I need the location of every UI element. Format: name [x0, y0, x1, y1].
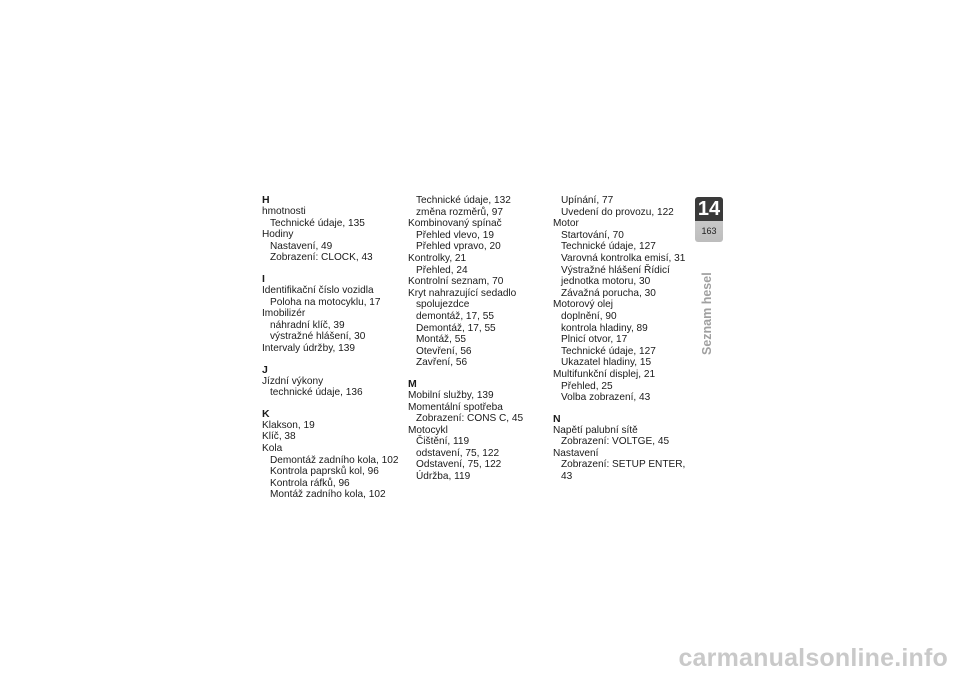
index-subentry: náhradní klíč, 39	[270, 319, 345, 331]
index-subentry: Varovná kontrolka emisí, 31	[561, 252, 686, 264]
index-entry: Kryt nahrazující sedadlo	[408, 287, 517, 299]
index-subentry: Zavření, 56	[416, 357, 468, 369]
index-entry: Kombinovaný spínač	[408, 218, 502, 230]
chapter-number: 14	[697, 198, 721, 220]
index-entry: Kontrolní seznam, 70	[408, 276, 504, 288]
index-subentry: odstavení, 75, 122	[416, 447, 500, 459]
index-subentry: technické údaje, 136	[270, 387, 363, 399]
index-entry: Klíč, 38	[262, 431, 296, 443]
index-entry: hmotnosti	[262, 206, 306, 217]
index-letter-heading: J	[262, 363, 268, 376]
index-entry: Motorový olej	[553, 299, 614, 311]
index-subentry: Montáž, 55	[416, 334, 466, 346]
index-entry: Intervaly údržby, 139	[262, 342, 355, 354]
index-entry: Nastavení	[553, 447, 599, 459]
index-subentry: Uvedení do provozu, 122	[561, 206, 674, 218]
index-subentry: Přehled, 24	[416, 264, 468, 276]
index-subentry: Zobrazení: CONS C, 45	[416, 413, 524, 425]
index-subentry: Kontrola paprsků kol, 96	[270, 466, 379, 478]
index-subentry: výstražné hlášení, 30	[270, 331, 366, 343]
index-entry: Kola	[262, 442, 283, 454]
index-entry: Klakson, 19	[262, 419, 315, 431]
index-subentry: Kontrola ráfků, 96	[270, 477, 350, 489]
index-subentry: jednotka motoru, 30	[561, 276, 651, 288]
index-subentry: Otevření, 56	[416, 345, 472, 357]
index-subentry: demontáž, 17, 55	[416, 310, 494, 322]
index-subentry: Ukazatel hladiny, 15	[561, 357, 652, 369]
index-letter-heading: I	[262, 272, 265, 285]
index-subentry: Odstavení, 75, 122	[416, 459, 502, 471]
index-subentry: Technické údaje, 127	[561, 241, 656, 253]
index-subentry: Startování, 70	[561, 229, 624, 241]
index-subentry: Technické údaje, 132	[416, 195, 511, 206]
index-entry: Napětí palubní sítě	[553, 424, 638, 436]
index-entry: Motocykl	[408, 424, 448, 436]
index-entry: Jízdní výkony	[262, 375, 324, 387]
index-subentry: Poloha na motocyklu, 17	[270, 296, 381, 308]
index-subentry: Údržba, 119	[416, 471, 471, 483]
index-subentry: spolujezdce	[416, 299, 470, 311]
index-subentry: Demontáž, 17, 55	[416, 322, 496, 334]
index-subentry: Zobrazení: CLOCK, 43	[270, 252, 373, 264]
index-entry: Momentální spotřeba	[408, 401, 503, 413]
index-entry: Identifikační číslo vozidla	[262, 284, 374, 296]
index-subentry: Plnicí otvor, 17	[561, 334, 628, 346]
index-subentry: Čištění, 119	[416, 436, 470, 448]
chapter-title: Seznam hesel	[700, 272, 714, 355]
index-subentry: Závažná porucha, 30	[561, 287, 656, 299]
index-entry: Kontrolky, 21	[408, 252, 467, 264]
index-subentry: Zobrazení: SETUP ENTER, 43	[561, 459, 686, 483]
index-entry: Imobilizér	[262, 308, 306, 320]
index-subentry: Technické údaje, 127	[561, 345, 656, 357]
index-column-2	[408, 195, 548, 483]
index-subentry: Technické údaje, 135	[270, 217, 365, 229]
index-subentry: Přehled, 25	[561, 380, 613, 392]
index-subentry: Přehled vlevo, 19	[416, 229, 494, 241]
index-subentry: Volba zobrazení, 43	[561, 392, 651, 404]
index-subentry: Zobrazení: VOLTGE, 45	[561, 436, 670, 448]
index-subentry: doplnění, 90	[561, 310, 617, 322]
index-entry: Mobilní služby, 139	[408, 389, 494, 401]
index-subentry: Demontáž zadního kola, 102	[270, 454, 399, 466]
index-subentry: Výstražné hlášení Řídicí	[561, 264, 670, 276]
index-letter-heading: K	[262, 407, 270, 420]
index-letter-heading: N	[553, 412, 561, 425]
index-subentry: Montáž zadního kola, 102	[270, 489, 386, 501]
index-subentry: Upínání, 77	[561, 195, 614, 206]
watermark: carmanualsonline.info	[678, 644, 948, 672]
index-entry: Multifunkční displej, 21	[553, 368, 656, 380]
index-letter-heading: H	[262, 194, 270, 206]
index-subentry: změna rozměrů, 97	[416, 206, 503, 218]
index-column-3	[553, 195, 693, 483]
index-entry: Motor	[553, 218, 579, 230]
index-subentry: kontrola hladiny, 89	[561, 322, 648, 334]
chapter-tab	[695, 197, 723, 242]
index-subentry: Nastavení, 49	[270, 240, 333, 252]
index-letter-heading: M	[408, 377, 417, 390]
page-number: 163	[701, 226, 717, 236]
index-entry: Hodiny	[262, 229, 294, 241]
index-column-1	[262, 195, 402, 501]
index-subentry: Přehled vpravo, 20	[416, 241, 501, 253]
